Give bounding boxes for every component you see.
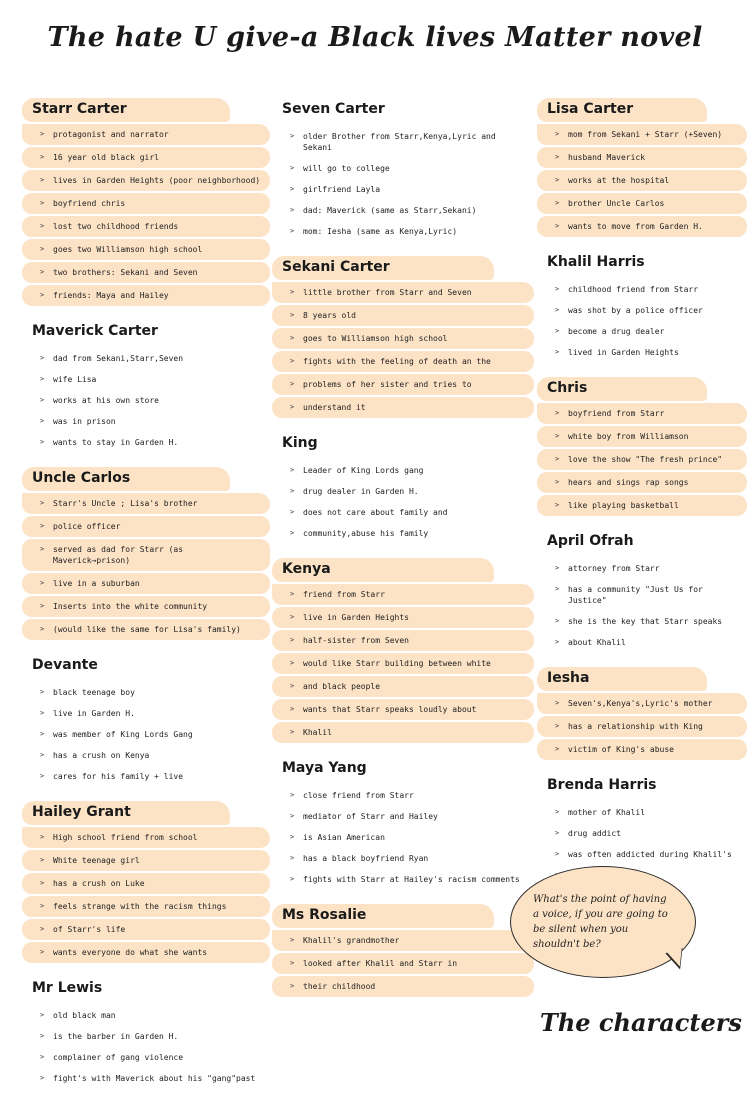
character-trait: > was in prison — [22, 411, 270, 432]
character-name: Lisa Carter — [537, 98, 707, 122]
character-trait: > like playing basketball — [537, 495, 747, 516]
character-section — [272, 558, 534, 743]
character-name: Maverick Carter — [32, 323, 158, 339]
character-section — [272, 904, 534, 997]
character-traits-list — [22, 827, 270, 963]
character-trait: > attorney from Starr — [537, 558, 747, 579]
character-name: Sekani Carter — [272, 256, 494, 280]
character-name: Uncle Carlos — [22, 467, 230, 491]
character-trait: > mom from Sekani + Starr (+Seven) — [537, 124, 747, 145]
character-trait: > hears and sings rap songs — [537, 472, 747, 493]
character-section — [22, 801, 270, 963]
character-trait: > goes two Williamson high school — [22, 239, 270, 260]
character-trait: > wife Lisa — [22, 369, 270, 390]
character-trait: > problems of her sister and tries to — [272, 374, 534, 395]
character-section — [537, 377, 747, 516]
character-section — [22, 977, 270, 1089]
character-trait: > wants everyone do what she wants — [22, 942, 270, 963]
character-trait: > she is the key that Starr speaks — [537, 611, 747, 632]
character-trait: > would like Starr building between white — [272, 653, 534, 674]
character-trait: > has a relationship with King — [537, 716, 747, 737]
character-trait: > fights with Starr at Hailey's racism comments — [272, 869, 534, 890]
character-traits-list — [537, 403, 747, 516]
character-trait: > white boy from Williamson — [537, 426, 747, 447]
character-section — [537, 98, 747, 237]
character-trait: > two brothers: Sekani and Seven — [22, 262, 270, 283]
character-trait: > has a black boyfriend Ryan — [272, 848, 534, 869]
character-trait: > lives in Garden Heights (poor neighborhood) — [22, 170, 270, 191]
column-middle — [272, 98, 534, 1011]
character-trait: > dad from Sekani,Starr,Seven — [22, 348, 270, 369]
character-trait: > Khalil's grandmother — [272, 930, 534, 951]
character-traits-list — [272, 930, 534, 997]
character-section — [22, 467, 270, 640]
character-name: Starr Carter — [22, 98, 230, 122]
character-trait: > drug addict — [537, 823, 747, 844]
character-trait: > Inserts into the white community — [22, 596, 270, 617]
character-trait: > fights with the feeling of death an the — [272, 351, 534, 372]
character-name: Maya Yang — [282, 760, 367, 776]
character-section — [22, 98, 270, 306]
character-trait: > Khalil — [272, 722, 534, 743]
character-trait: > Seven's,Kenya's,Lyric's mother — [537, 693, 747, 714]
character-trait: > childhood friend from Starr — [537, 279, 747, 300]
character-trait: > is the barber in Garden H. — [22, 1026, 270, 1047]
character-section — [537, 251, 747, 363]
character-trait: > does not care about family and — [272, 502, 534, 523]
character-trait: > complainer of gang violence — [22, 1047, 270, 1068]
character-traits-list — [272, 282, 534, 418]
character-trait: > (would like the same for Lisa's family) — [22, 619, 270, 640]
character-section — [22, 654, 270, 787]
page-title: The hate U give-a Black lives Matter novel — [47, 22, 703, 53]
character-section — [272, 432, 534, 544]
character-trait: > has a crush on Luke — [22, 873, 270, 894]
character-traits-list — [537, 279, 747, 363]
character-section — [22, 320, 270, 453]
character-name: Hailey Grant — [22, 801, 230, 825]
character-trait: > and black people — [272, 676, 534, 697]
character-trait: > will go to college — [272, 158, 534, 179]
character-name: Ms Rosalie — [272, 904, 494, 928]
character-trait: > close friend from Starr — [272, 785, 534, 806]
character-name: Khalil Harris — [547, 254, 645, 270]
column-right — [537, 98, 747, 900]
character-name: King — [282, 435, 318, 451]
character-section — [537, 667, 747, 760]
character-trait: > victim of King's abuse — [537, 739, 747, 760]
character-traits-list — [22, 493, 270, 640]
character-trait: > mother of Khalil — [537, 802, 747, 823]
character-trait: > drug dealer in Garden H. — [272, 481, 534, 502]
character-name: Devante — [32, 657, 98, 673]
character-trait: > live in Garden H. — [22, 703, 270, 724]
character-section — [272, 256, 534, 418]
character-traits-list — [22, 124, 270, 306]
character-trait: > old black man — [22, 1005, 270, 1026]
character-trait: > brother Uncle Carlos — [537, 193, 747, 214]
character-trait: > understand it — [272, 397, 534, 418]
character-trait: > their childhood — [272, 976, 534, 997]
character-trait: > was shot by a police officer — [537, 300, 747, 321]
character-trait: > community,abuse his family — [272, 523, 534, 544]
character-trait: > boyfriend from Starr — [537, 403, 747, 424]
character-trait: > police officer — [22, 516, 270, 537]
character-traits-list — [272, 785, 534, 890]
character-trait: > boyfriend chris — [22, 193, 270, 214]
character-trait: > is Asian American — [272, 827, 534, 848]
character-trait: > goes to Williamson high school — [272, 328, 534, 349]
character-trait: > fight's with Maverick about his "gang"past — [22, 1068, 270, 1089]
character-trait: > wants that Starr speaks loudly about — [272, 699, 534, 720]
character-trait: > friend from Starr — [272, 584, 534, 605]
character-trait: > cares for his family + live — [22, 766, 270, 787]
character-trait: > wants to move from Garden H. — [537, 216, 747, 237]
character-name: April Ofrah — [547, 533, 634, 549]
character-trait: > works at the hospital — [537, 170, 747, 191]
character-traits-list — [272, 126, 534, 242]
character-section — [537, 530, 747, 653]
character-trait: > 16 year old black girl — [22, 147, 270, 168]
footer-title: The characters — [540, 1008, 742, 1037]
character-trait: > little brother from Starr and Seven — [272, 282, 534, 303]
character-section — [272, 757, 534, 890]
quote-text: What's the point of having a voice, if you are going to be silent when you shouldn't be? — [533, 894, 668, 950]
character-traits-list — [272, 584, 534, 743]
character-trait: > Starr's Uncle ; Lisa's brother — [22, 493, 270, 514]
character-name: Brenda Harris — [547, 777, 657, 793]
character-trait: > of Starr's life — [22, 919, 270, 940]
character-trait: > White teenage girl — [22, 850, 270, 871]
character-traits-list — [22, 348, 270, 453]
character-trait: > become a drug dealer — [537, 321, 747, 342]
character-name: Mr Lewis — [32, 980, 103, 996]
character-trait: > served as dad for Starr (as Maverick→prison) — [22, 539, 270, 571]
character-trait: > has a community "Just Us for Justice" — [537, 579, 747, 611]
character-trait: > black teenage boy — [22, 682, 270, 703]
character-trait: > live in a suburban — [22, 573, 270, 594]
column-left — [22, 98, 270, 1103]
character-trait: > Leader of King Lords gang — [272, 460, 534, 481]
character-trait: > has a crush on Kenya — [22, 745, 270, 766]
character-trait: > dad: Maverick (same as Starr,Sekani) — [272, 200, 534, 221]
character-trait: > lived in Garden Heights — [537, 342, 747, 363]
character-name: Kenya — [272, 558, 494, 582]
character-trait: > mom: Iesha (same as Kenya,Lyric) — [272, 221, 534, 242]
character-trait: > wants to stay in Garden H. — [22, 432, 270, 453]
character-trait: > live in Garden Heights — [272, 607, 534, 628]
character-traits-list — [537, 558, 747, 653]
character-trait: > 8 years old — [272, 305, 534, 326]
character-trait: > High school friend from school — [22, 827, 270, 848]
character-trait: > older Brother from Starr,Kenya,Lyric and Sekani — [272, 126, 534, 158]
character-name: Iesha — [537, 667, 707, 691]
character-traits-list — [537, 124, 747, 237]
character-trait: > love the show "The fresh prince" — [537, 449, 747, 470]
character-traits-list — [272, 460, 534, 544]
character-traits-list — [22, 1005, 270, 1089]
character-section — [272, 98, 534, 242]
character-trait: > half-sister from Seven — [272, 630, 534, 651]
character-trait: > friends: Maya and Hailey — [22, 285, 270, 306]
character-traits-list — [537, 693, 747, 760]
character-trait: > was often addicted during Khalil's — [537, 844, 747, 865]
character-trait: > lost two childhood friends — [22, 216, 270, 237]
character-trait: > husband Maverick — [537, 147, 747, 168]
character-name: Chris — [537, 377, 707, 401]
character-trait: > about Khalil — [537, 632, 747, 653]
character-trait: > was member of King Lords Gang — [22, 724, 270, 745]
character-trait: > looked after Khalil and Starr in — [272, 953, 534, 974]
character-trait: > works at his own store — [22, 390, 270, 411]
character-trait: > mediator of Starr and Hailey — [272, 806, 534, 827]
character-trait: > girlfriend Layla — [272, 179, 534, 200]
character-trait: > feels strange with the racism things — [22, 896, 270, 917]
character-traits-list — [22, 682, 270, 787]
character-name: Seven Carter — [282, 101, 385, 117]
character-trait: > protagonist and narrator — [22, 124, 270, 145]
